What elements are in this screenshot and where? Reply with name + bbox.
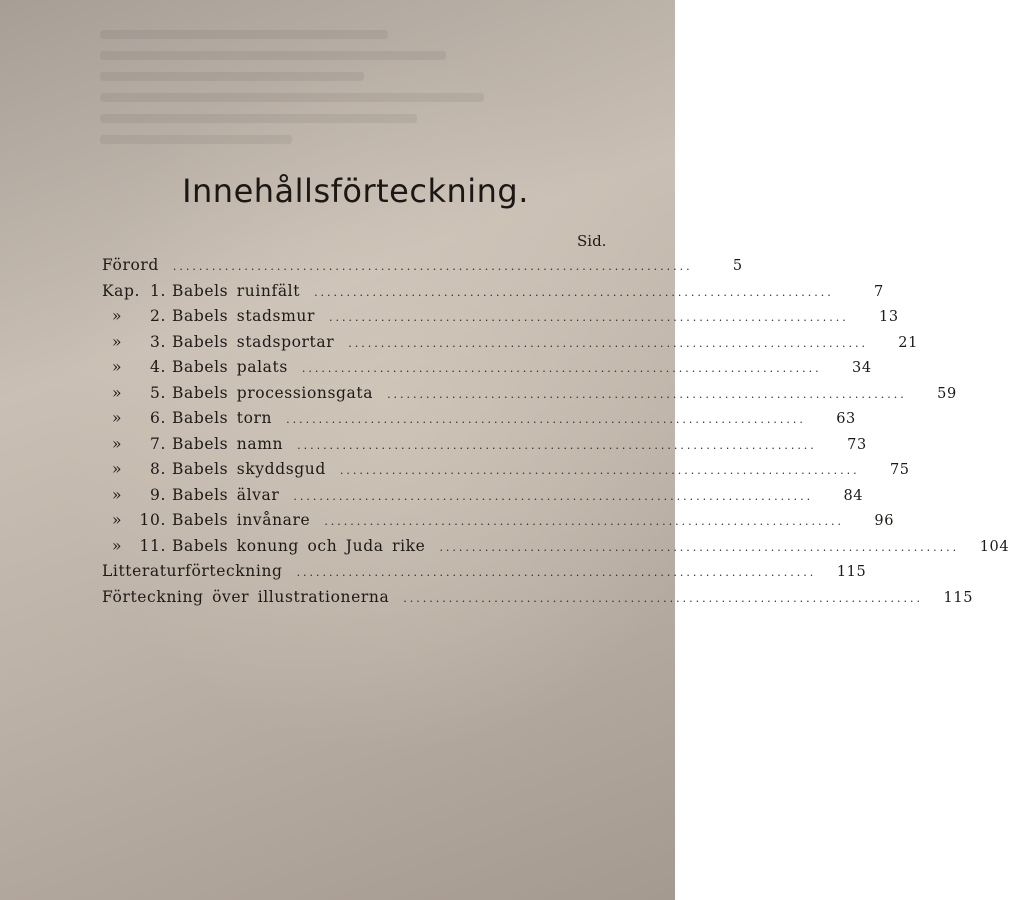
dot-leader: ................................................................................	[293, 489, 814, 503]
toc-entry-page-number: 73	[847, 436, 867, 453]
dot-leader: ................................................................................	[172, 260, 693, 273]
toc-entry-title: Babels skyddsgud	[172, 460, 326, 478]
toc-entry	[102, 256, 743, 282]
dot-leader: ................................................................................	[348, 336, 868, 350]
toc-title: Innehållsförteckning.	[182, 172, 529, 210]
toc-entry-prefix: »	[112, 460, 123, 478]
toc-entry-page-number: 75	[889, 462, 910, 478]
toc-entry-page-number: 21	[898, 334, 918, 351]
dot-leader: ................................................................................	[387, 387, 907, 401]
toc-entry	[102, 562, 867, 588]
toc-entry	[102, 434, 867, 461]
toc-entry-prefix: »	[112, 434, 123, 453]
toc-entry	[102, 332, 918, 359]
toc-entry-page-number: 34	[852, 360, 872, 376]
toc-entry	[102, 587, 974, 614]
bleed-through-text	[100, 30, 580, 170]
toc-entry-page-number: 115	[836, 564, 867, 580]
dot-leader: ................................................................................	[297, 438, 817, 452]
toc-entry-page-number: 115	[943, 589, 974, 606]
toc-entry-title: Babels invånare	[172, 511, 311, 529]
toc-entry	[102, 383, 957, 410]
dot-leader: ................................................................................	[328, 311, 849, 324]
toc-entry-number: 6.	[150, 409, 166, 427]
toc-entry-number: 10.	[139, 511, 166, 529]
toc-entry-number: 2.	[150, 307, 166, 325]
toc-entry-number: 1.	[150, 281, 166, 300]
toc-entry	[102, 307, 899, 333]
toc-entry-page-number: 13	[879, 309, 899, 325]
toc-entry-page-number: 7	[873, 283, 884, 300]
toc-entry-title: Babels konung och Juda rike	[172, 536, 426, 555]
toc-entry-prefix: »	[112, 511, 123, 529]
toc-entry-title: Babels palats	[172, 358, 288, 376]
toc-entry-title: Babels älvar	[172, 485, 280, 504]
toc-entry-number: 11.	[139, 536, 166, 555]
toc-entry-title: Babels stadsportar	[172, 332, 335, 351]
toc-entry-page-number: 84	[843, 487, 864, 504]
toc-entry	[102, 536, 1009, 563]
table-of-contents	[102, 256, 1009, 613]
toc-entry-number: 5.	[150, 383, 166, 402]
toc-entry-title: Babels ruinfält	[172, 281, 301, 300]
toc-entry-prefix: Kap.	[102, 281, 141, 300]
toc-entry-prefix: »	[112, 307, 123, 325]
toc-entry	[102, 511, 895, 537]
toc-entry	[102, 485, 864, 512]
toc-entry-prefix: »	[112, 358, 123, 376]
toc-entry-title: Babels namn	[172, 434, 284, 453]
toc-entry-page-number: 63	[836, 411, 856, 427]
toc-entry	[102, 460, 910, 486]
toc-entry-prefix: »	[112, 485, 123, 504]
toc-entry	[102, 358, 872, 384]
dot-leader: ................................................................................	[301, 362, 822, 375]
toc-entry	[102, 281, 884, 308]
toc-entry-number: 7.	[150, 434, 166, 453]
dot-leader: ................................................................................	[314, 285, 834, 299]
toc-entry-title: Förteckning över illustrationerna	[102, 587, 390, 606]
toc-entry-page-number: 96	[874, 513, 895, 529]
toc-entry-title: Babels processionsgata	[172, 383, 374, 402]
toc-entry-page-number: 5	[732, 258, 743, 274]
toc-entry-title: Babels stadsmur	[172, 307, 315, 325]
dot-leader: ................................................................................	[403, 591, 924, 605]
toc-entry-number: 3.	[150, 332, 166, 351]
dot-leader: ................................................................................	[296, 566, 817, 579]
toc-entry-number: 4.	[150, 358, 166, 376]
toc-entry-title: Litteraturförteckning	[102, 562, 283, 580]
toc-entry-prefix: »	[112, 409, 123, 427]
toc-entry-number: 9.	[150, 485, 166, 504]
dot-leader: ................................................................................	[286, 413, 806, 426]
dot-leader: ................................................................................	[339, 464, 860, 477]
toc-entry-prefix: »	[112, 383, 123, 402]
dot-leader: ................................................................................	[439, 540, 960, 554]
toc-entry-number: 8.	[150, 460, 166, 478]
toc-entry-prefix: »	[112, 332, 123, 351]
toc-entry-page-number: 104	[979, 538, 1009, 555]
toc-entry-title: Babels torn	[172, 409, 273, 427]
dot-leader: ................................................................................	[324, 515, 845, 528]
toc-entry-page-number: 59	[937, 385, 957, 402]
toc-entry-title: Förord	[102, 256, 159, 274]
page-column-header: Sid.	[577, 232, 607, 250]
toc-entry	[102, 409, 856, 435]
toc-entry-prefix: »	[112, 536, 123, 555]
